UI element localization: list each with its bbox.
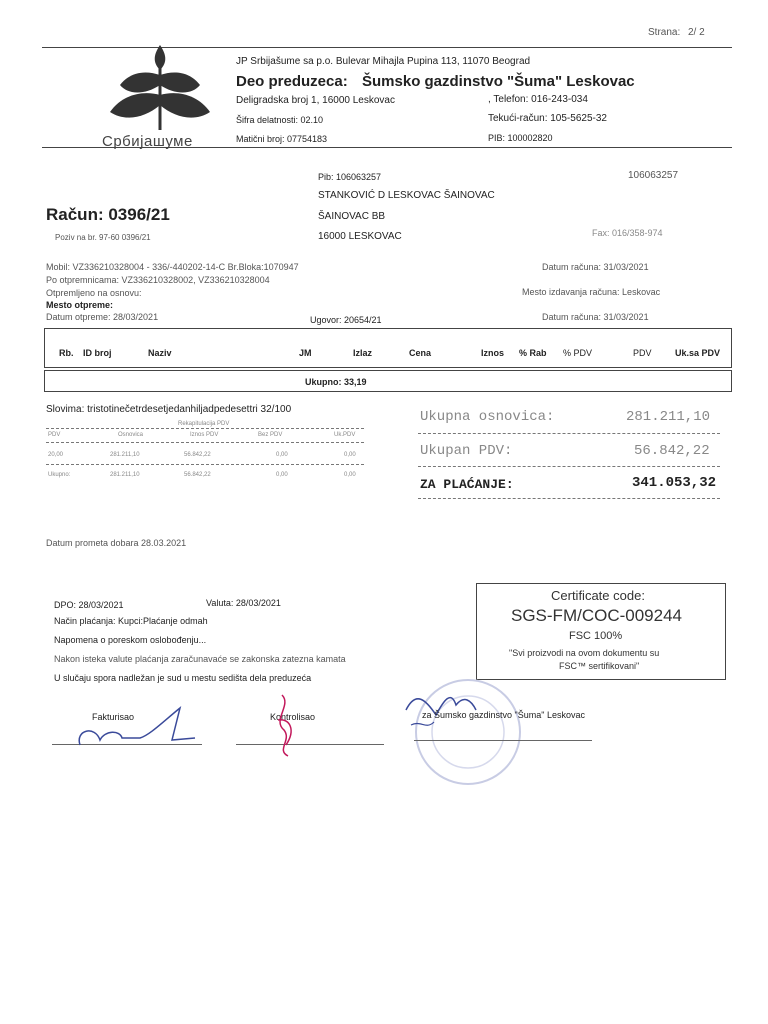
col-name: Naziv	[148, 348, 172, 358]
items-table-header	[44, 328, 732, 368]
recap-col-vat-amount: Iznos PDV	[190, 432, 219, 438]
company-pib: PIB: 100002820	[488, 133, 553, 143]
col-unit: JM	[299, 348, 312, 358]
invoiced-by-label: Fakturisao	[92, 712, 135, 722]
buyer-street: ŠAINOVAC BB	[318, 211, 386, 222]
pay-label: ZA PLAĆANJE:	[420, 477, 514, 492]
recap-cell: 0,00	[276, 452, 288, 458]
mobil-line: Mobil: VZ336210328004 - 336/-440202-14-C Br.Bloka:1070947	[46, 262, 299, 272]
col-vat: PDV	[633, 348, 652, 358]
buyer-city: 16000 LESKOVAC	[318, 231, 402, 242]
logo-wordmark: Србијашуме	[102, 133, 193, 150]
recap-col-vat: PDV	[48, 432, 61, 438]
dpo-date: DPO: 28/03/2021	[54, 600, 124, 610]
issue-place: Mesto izdavanja računa: Leskovac	[522, 287, 661, 297]
amount-in-words: Slovima: tristotinečetrdesetjedanhiljadpedesettri 32/100	[46, 404, 292, 415]
interest-note: Nakon isteka valute plaćanja zaračunavaće se zakonska zatezna kamata	[54, 654, 346, 664]
certificate-code: SGS-FM/COC-009244	[511, 606, 682, 625]
dispatch-date: Datum otpreme: 28/03/2021	[46, 312, 159, 322]
col-vat-percent: % PDV	[563, 348, 593, 358]
col-amount: Iznos	[481, 348, 505, 358]
recap-cell: 56.842,22	[184, 472, 211, 478]
signature-fakturisao-icon	[60, 700, 200, 750]
recap-col-base: Osnovica	[118, 432, 144, 438]
invoice-date-2: Datum računa: 31/03/2021	[542, 312, 649, 322]
items-total: Ukupno: 33,19	[305, 377, 367, 387]
checked-by-label: Kontrolisao	[270, 712, 316, 722]
company-line: JP Srbijašume sa p.o. Bulevar Mihajla Pupina 113, 11070 Beograd	[236, 56, 531, 67]
recap-col-no-vat: Bez PDV	[258, 432, 283, 438]
court-note: U slučaju spora nadležan je sud u mestu sedišta dela preduzeća	[54, 673, 312, 683]
certificate-box	[476, 583, 726, 680]
buyer-pib: Pib: 106063257	[318, 172, 382, 182]
bank-account: Tekući-račun: 105-5625-32	[488, 113, 607, 124]
recap-cell: 20,00	[48, 452, 64, 458]
items-total-row	[44, 370, 732, 392]
col-rb: Rb.	[59, 348, 74, 358]
recap-cell: 56.842,22	[184, 452, 211, 458]
company-address: Deligradska broj 1, 16000 Leskovac	[236, 95, 395, 106]
recap-cell: 281.211,10	[110, 452, 140, 458]
signature-kontrolisao-icon	[262, 690, 312, 760]
company-phone: , Telefon: 016-243-034	[488, 94, 588, 105]
invoice-date: Datum računa: 31/03/2021	[542, 262, 649, 272]
contract-number: Ugovor: 20654/21	[310, 315, 382, 325]
invoice-reference: Poziv na br. 97-60 0396/21	[55, 233, 151, 242]
base-value: 281.211,10	[626, 409, 711, 425]
pay-value: 341.053,32	[632, 475, 717, 491]
for-company-label: za Šumsko gazdinstvo "Šuma" Leskovac	[422, 710, 585, 720]
buyer-fax: Fax: 016/358-974	[592, 228, 663, 238]
recap-cell: 0,00	[344, 472, 356, 478]
buyer-name: STANKOVIĆ D LESKOVAC ŠAINOVAC	[318, 190, 495, 201]
valuta-date: Valuta: 28/03/2021	[206, 598, 281, 608]
company-stamp-icon	[396, 670, 536, 790]
col-total: Uk.sa PDV	[675, 348, 721, 358]
buyer-code: 106063257	[628, 170, 679, 181]
activity-code: Šifra delatnosti: 02.10	[236, 115, 324, 125]
col-price: Cena	[409, 348, 432, 358]
payment-method: Način plaćanja: Kupci:Plaćanje odmah	[54, 616, 208, 626]
section-label: Deo preduzeca:	[236, 73, 348, 90]
vat-label: Ukupan PDV:	[420, 443, 513, 459]
page-label: Strana:	[648, 27, 681, 38]
dispatch-notes: Po otpremnicama: VZ336210328002, VZ336210328004	[46, 275, 270, 285]
turnover-date: Datum prometa dobara 28.03.2021	[46, 538, 187, 548]
certificate-label: Certificate code:	[551, 588, 645, 603]
col-out: Izlaz	[353, 348, 373, 358]
section-name: Šumsko gazdinstvo "Šuma" Leskovac	[362, 73, 635, 90]
base-label: Ukupna osnovica:	[420, 409, 555, 425]
tree-leaves-icon	[100, 40, 220, 135]
company-logo	[100, 40, 220, 135]
dispatch-basis: Otpremljeno na osnovu:	[46, 288, 142, 298]
page-number: 2/ 2	[688, 27, 705, 38]
vat-value: 56.842,22	[634, 443, 710, 459]
recap-cell: Ukupno:	[48, 472, 71, 478]
recap-cell: 0,00	[276, 472, 288, 478]
fsc-percentage: FSC 100%	[569, 630, 623, 642]
col-id: ID broj	[83, 348, 112, 358]
header-rule	[42, 147, 732, 148]
fsc-note-line1: "Svi proizvodi na ovom dokumentu su	[509, 648, 660, 658]
dispatch-place: Mesto otpreme:	[46, 300, 114, 310]
invoice-title: Račun: 0396/21	[46, 205, 170, 224]
fsc-note-line2: FSC™ sertifikovani"	[559, 661, 640, 671]
registration-number: Matični broj: 07754183	[236, 134, 328, 144]
recap-cell: 281.211,10	[110, 472, 140, 478]
recap-title: Rekapitulacija PDV	[178, 421, 230, 427]
recap-cell: 0,00	[344, 452, 356, 458]
tax-exemption-note: Napomena o poreskom oslobođenju...	[54, 635, 207, 645]
col-discount: % Rab	[519, 348, 547, 358]
recap-col-total-vat: Uk.PDV	[334, 432, 356, 438]
